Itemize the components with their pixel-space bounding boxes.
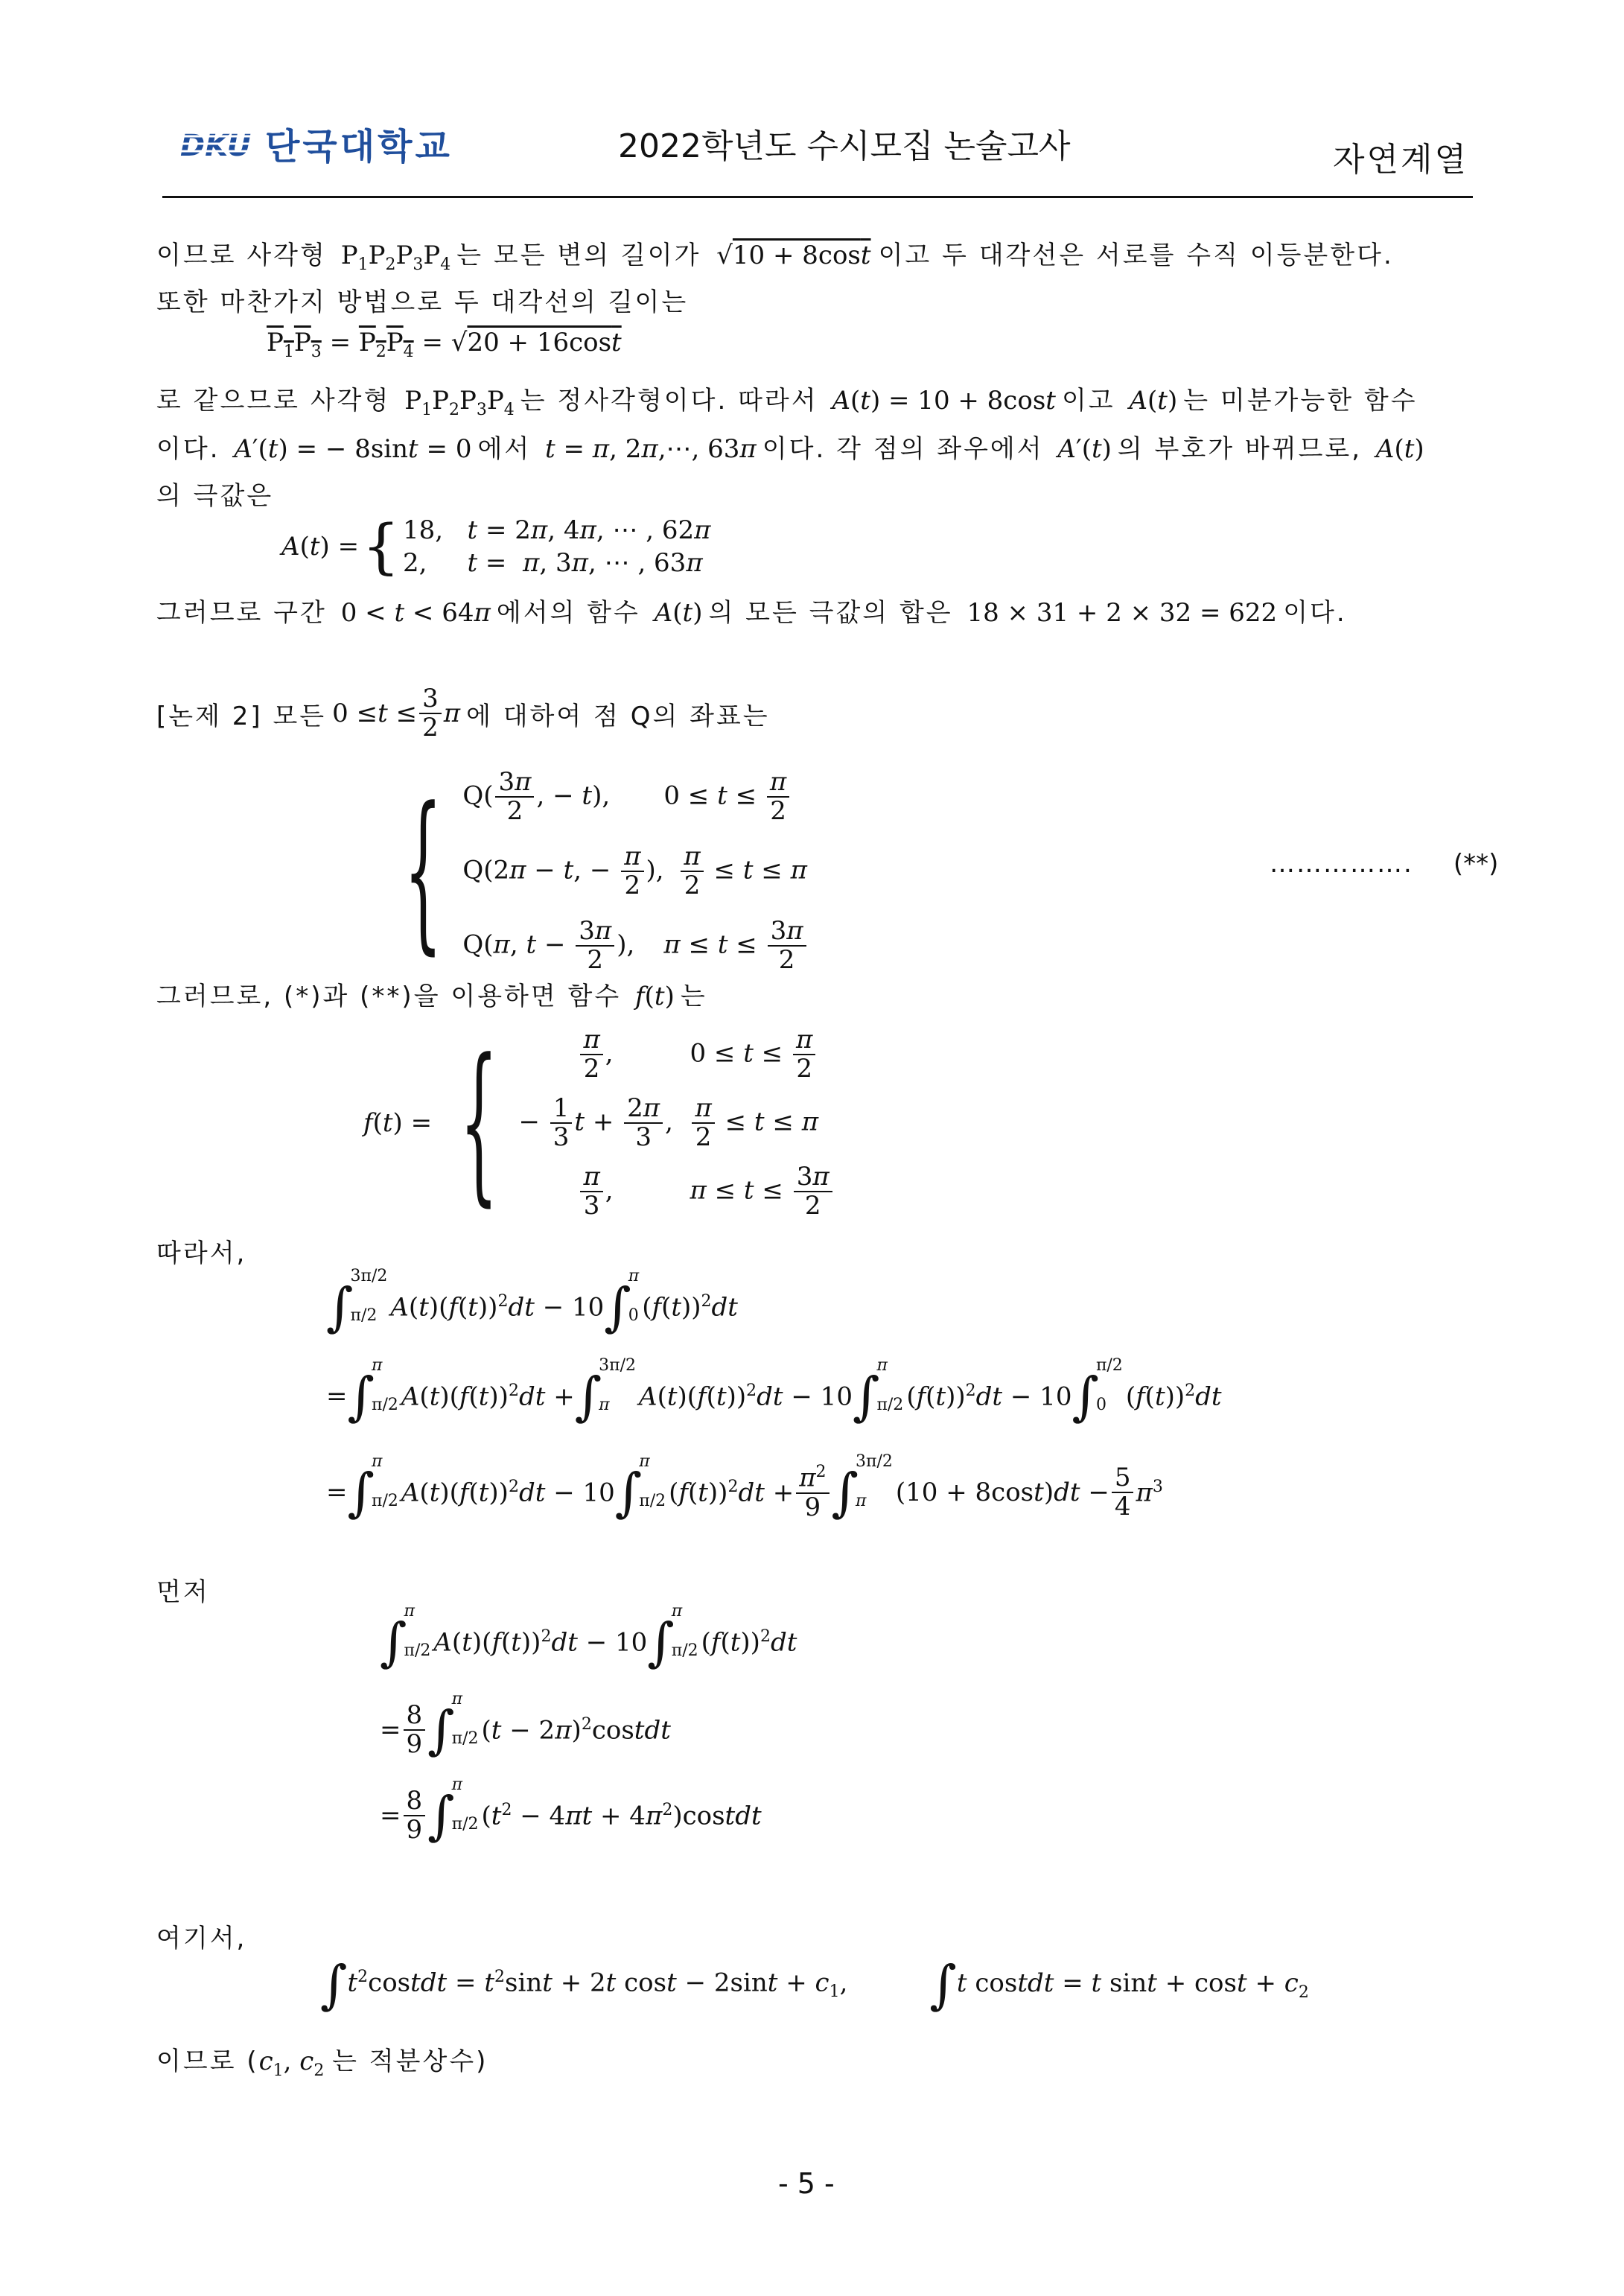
header-divider	[162, 196, 1473, 198]
integral-line-6: = $\frac{8}{9}$ ∫ π π/2 ($t^2 - 4\pi t$ + $4\pi^2)costdt$	[380, 1775, 762, 1847]
paragraph-6: 그러므로 구간 0 < t < 64π 에서의 함수 A(t) 의 모든 극값의 합은 18 × 31 + 2 × 32 = 622 이다.	[156, 598, 1347, 628]
paragraph-3: 로 같으므로 사각형 $P_1P_2P_3P_4$ 는 정사각형이다. 따라서 A(t) = 10 + 8cost 이고 A(t) 는 미분가능한 함수	[156, 386, 1418, 419]
exam-category: 자연계열	[1333, 141, 1469, 179]
antiderivatives: ∫ $t^2costdt = t^2\sin t + 2t$ $\cos t - 2\sin t + c_1$, ∫ t costdt = t $\sin t + \cos t + c_2$	[320, 1954, 1309, 2015]
point-q-piecewise: { Q( $\frac{3\pi}{2}$ , − t), 0 ≤ t ≤ $\frac{\pi}{2}$ Q(2π − t, − $\frac{\pi}{2}$ ), $\frac{\pi}{2}$ ≤ t ≤ π Q(π, t − $\frac{3\pi}{2}$ ), π ≤ t ≤ $\frac{3\pi}{2}$	[404, 766, 807, 975]
exam-title: 2022학년도 수시모집 논술고사	[618, 127, 1071, 165]
f-piecewise: f(t) = { $\frac{\pi}{2}$ , 0 ≤ t ≤ $\frac{\pi}{2}$ − $\frac{1}{3}$ t + $\frac{2\pi}{3}$ , $\frac{\pi}{2}$ ≤ t ≤ π $\frac{\pi}{3}$ , π ≤ t ≤ $\frac{3\pi}{2}$	[363, 1020, 835, 1226]
page-number: - 5 -	[778, 2167, 835, 2200]
diagonal-equation: $P_1P_3 = P_2P_4 = √20 + 16\cos t$	[267, 328, 622, 361]
integral-line-4: ∫ π π/2 $A(t)(f(t))^2dt - 10$ ∫ π π/2 $(f(t))^2dt$	[380, 1601, 797, 1673]
paragraph-4: 이다. A′(t) = − 8sint = 0 에서 t = π, 2π,⋯, 63π 이다. 각 점의 좌우에서 A′(t) 의 부호가 바뀌므로, A(t)	[156, 434, 1424, 464]
paragraph-5: 의 극값은	[156, 481, 274, 511]
integral-line-3: = ∫ π π/2 $A(t)(f(t))^2dt - 10$ ∫ π π/2 $(f(t))^2dt$ + $\frac{\pi^2}{9}$ ∫ 3π/2 π (10 + 8cost)dt − $\frac{5}{4}$ $\pi^3$	[326, 1451, 1163, 1524]
integral-line-2: = ∫ π π/2 $A(t)(f(t))^2dt$ + ∫ 3π/2 π $A(t)(f(t))^2dt - 10$ ∫ π π/2 $(f(t))^2dt - 10$ ∫ π/2 0 $(f(t))^2dt$	[326, 1355, 1222, 1427]
paragraph-2: 또한 마찬가지 방법으로 두 대각선의 길이는	[156, 287, 689, 317]
equation-tag: ……………. (**)	[1270, 849, 1499, 879]
paragraph-10: 여기서,	[156, 1924, 247, 1953]
svg-text:DKU: DKU	[180, 128, 252, 163]
paragraph-1: 이므로 사각형 $P_1P_2P_3P_4$ 는 모든 변의 길이가 √10 + 8cost 이고 두 대각선은 서로를 수직 이등분한다.	[156, 241, 1394, 274]
integral-line-1: ∫ 3π/2 π/2 $A(t)(f(t))^2dt - 10$ ∫ π 0 $(f(t))^2dt$	[326, 1266, 738, 1338]
extrema-piecewise: A(t) = { 18, t = 2π, 4π, ⋯ , 62π 2, t = π, 3π, ⋯ , 63π	[281, 512, 711, 582]
paragraph-8: 따라서,	[156, 1238, 247, 1268]
paragraph-9: 먼저	[156, 1577, 210, 1607]
question-2-intro: [논제 2] 모든 0 ≤ t ≤ $\frac{3}{2}$ π 에 대하여 점 Q의 좌표는	[156, 684, 770, 743]
logo-text: 단국대학교	[265, 126, 453, 168]
paragraph-7: 그러므로, (*)과 (**)을 이용하면 함수 f(t) 는	[156, 982, 707, 1011]
paragraph-11: 이므로 ($c_1$, $c_2$ 는 적분상수)	[156, 2047, 488, 2080]
integral-line-5: = $\frac{8}{9}$ ∫ π π/2 $(t - 2\pi)^2costdt$	[380, 1690, 671, 1761]
dku-logo-icon	[179, 124, 258, 163]
university-logo	[179, 118, 453, 169]
